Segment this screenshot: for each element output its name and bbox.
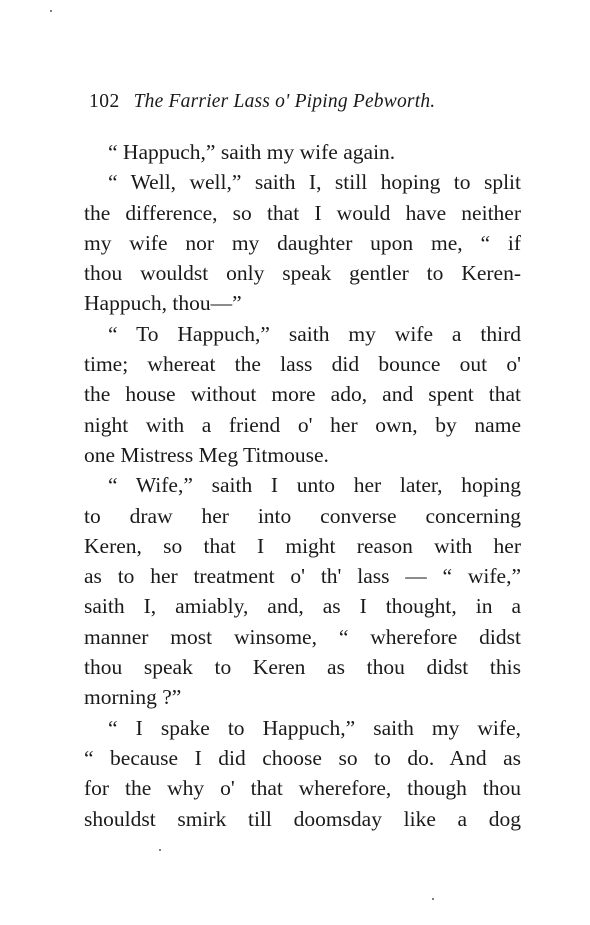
body-text [84,137,521,834]
text-line: “ Well, well,” saith I, still hoping to split [108,170,521,195]
paper-speck [50,10,52,12]
text-line: “ To Happuch,” saith my wife a third [108,321,521,346]
text-line: one Mistress Meg Titmouse. [84,442,329,467]
text-line: the house without more ado, and spent that [84,382,521,407]
text-line: thou speak to Keren as thou didst this [84,655,521,680]
running-title: The Farrier Lass o' Piping Pebworth. [133,91,436,112]
text-line: “ because I did choose so to do. And as [84,745,521,770]
text-line: night with a friend o' her own, by name [84,412,521,437]
text-line: “ Happuch,” saith my wife again. [108,140,396,164]
text-line: manner most winsome, “ wherefore didst [84,624,521,649]
page-number: 102 [89,91,120,112]
text-line: saith I, amiably, and, as I thought, in a [84,594,521,619]
paper-speck [432,898,434,900]
text-line: “ I spake to Happuch,” saith my wife, [108,715,521,740]
paper-speck [159,849,161,851]
text-line: morning ?” [84,685,182,710]
text-line: my wife nor my daughter upon me, “ if [84,230,521,255]
text-line: thou wouldst only speak gentler to Keren- [84,261,521,286]
text-line: to draw her into converse concerning [84,503,521,528]
text-line: for the why o' that wherefore, though thou [84,776,521,801]
page-header [89,88,519,116]
text-line: the difference, so that I would have neither [84,200,521,225]
text-line: as to her treatment o' th' lass — “ wife,” [84,564,521,589]
text-line: “ Wife,” saith I unto her later, hoping [108,473,521,498]
text-line: shouldst smirk till doomsday like a dog [84,806,521,831]
text-line: time; whereat the lass did bounce out o' [84,352,521,377]
text-line: Happuch, thou—” [84,291,242,316]
text-line: Keren, so that I might reason with her [84,533,521,558]
